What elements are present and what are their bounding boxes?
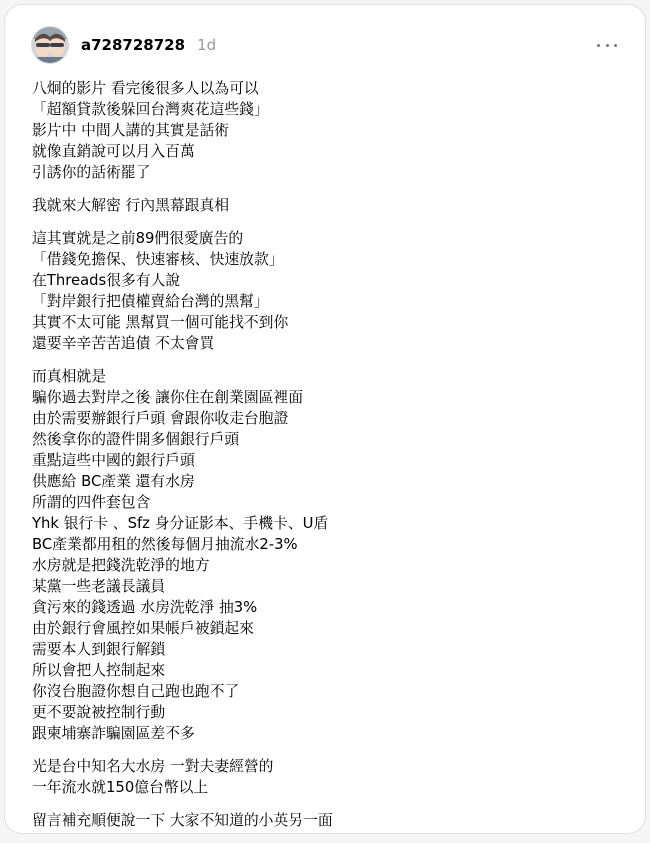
post-paragraph [32,78,625,183]
post-text-line: 需要本人到銀行解鎖 [32,641,166,658]
post-text-line: 「借錢免擔保、快速審核、快速放款」 [32,251,284,268]
post-text-line: 八炯的影片 看完後很多人以為可以 [32,80,259,97]
post-time: 1d [197,36,217,54]
post-text-line: 然後拿你的證件開多個銀行戶頭 [32,431,240,448]
post-text-line: 所以會把人控制起來 [32,662,166,679]
username[interactable]: a728728728 [81,36,186,54]
post-header [31,25,621,65]
post-text-line: 影片中 中間人講的其實是話術 [32,122,230,139]
post-paragraph [32,756,625,798]
post-text-line: 「對岸銀行把債權賣給台灣的黑幫」 [32,293,269,310]
post-text-line: 貪污來的錢透過 水房洗乾淨 抽3% [32,599,258,616]
post-text-line: 某黨一些老議長議員 [32,578,166,595]
post-text-line: 還要辛辛苦苦追債 不太會買 [32,335,215,352]
post-paragraph [32,366,625,744]
post-text-line: 跟柬埔寨詐騙園區差不多 [32,725,195,742]
post-text-line: 由於銀行會風控如果帳戶被鎖起來 [32,620,254,637]
post-text-line: 你沒台胞證你想自己跑也跑不了 [32,683,240,700]
post-text-line: 一年流水就150億台幣以上 [32,779,209,796]
post-text-line: 所謂的四件套包含 [32,494,151,511]
post-text-line: 而真相就是 [32,368,106,385]
post-text-line: Yhk 银行卡 、Sfz 身分证影本、手機卡、U盾 [32,515,329,532]
post-text-line: 引誘你的話術罷了 [32,164,151,181]
more-options-icon[interactable] [597,37,617,53]
post-paragraph [32,810,625,831]
post-text-line: BC產業都用租的然後每個月抽流水2-3% [32,536,298,553]
thread-post-card [4,4,646,834]
post-paragraph [32,228,625,354]
post-text-line: 在Threads很多有人說 [32,272,181,289]
avatar-face-icon [32,27,68,63]
post-text-line: 騙你過去對岸之後 讓你住在創業園區裡面 [32,389,304,406]
post-text-line: 留言補充順便說一下 大家不知道的小英另一面 [32,812,333,829]
post-text-line: 重點這些中國的銀行戶頭 [32,452,195,469]
post-text-line: 供應給 BC產業 還有水房 [32,473,195,490]
post-text-line: 光是台中知名大水房 一對夫妻經營的 [32,758,274,775]
post-text-line: 其實不太可能 黑幫買一個可能找不到你 [32,314,289,331]
post-paragraph [32,195,625,216]
post-text [32,78,625,843]
post-text-line: 由於需要辦銀行戶頭 會跟你收走台胞證 [32,410,289,427]
post-text-line: 更不要說被控制行動 [32,704,166,721]
post-text-line: 「超額貸款後躲回台灣爽花這些錢」 [32,101,269,118]
post-text-line: 就像直銷說可以月入百萬 [32,143,195,160]
post-text-line: 這其實就是之前89們很愛廣告的 [32,230,244,247]
post-text-line: 水房就是把錢洗乾淨的地方 [32,557,210,574]
post-text-line: 我就來大解密 行內黑幕跟真相 [32,197,230,214]
avatar[interactable] [31,26,69,64]
